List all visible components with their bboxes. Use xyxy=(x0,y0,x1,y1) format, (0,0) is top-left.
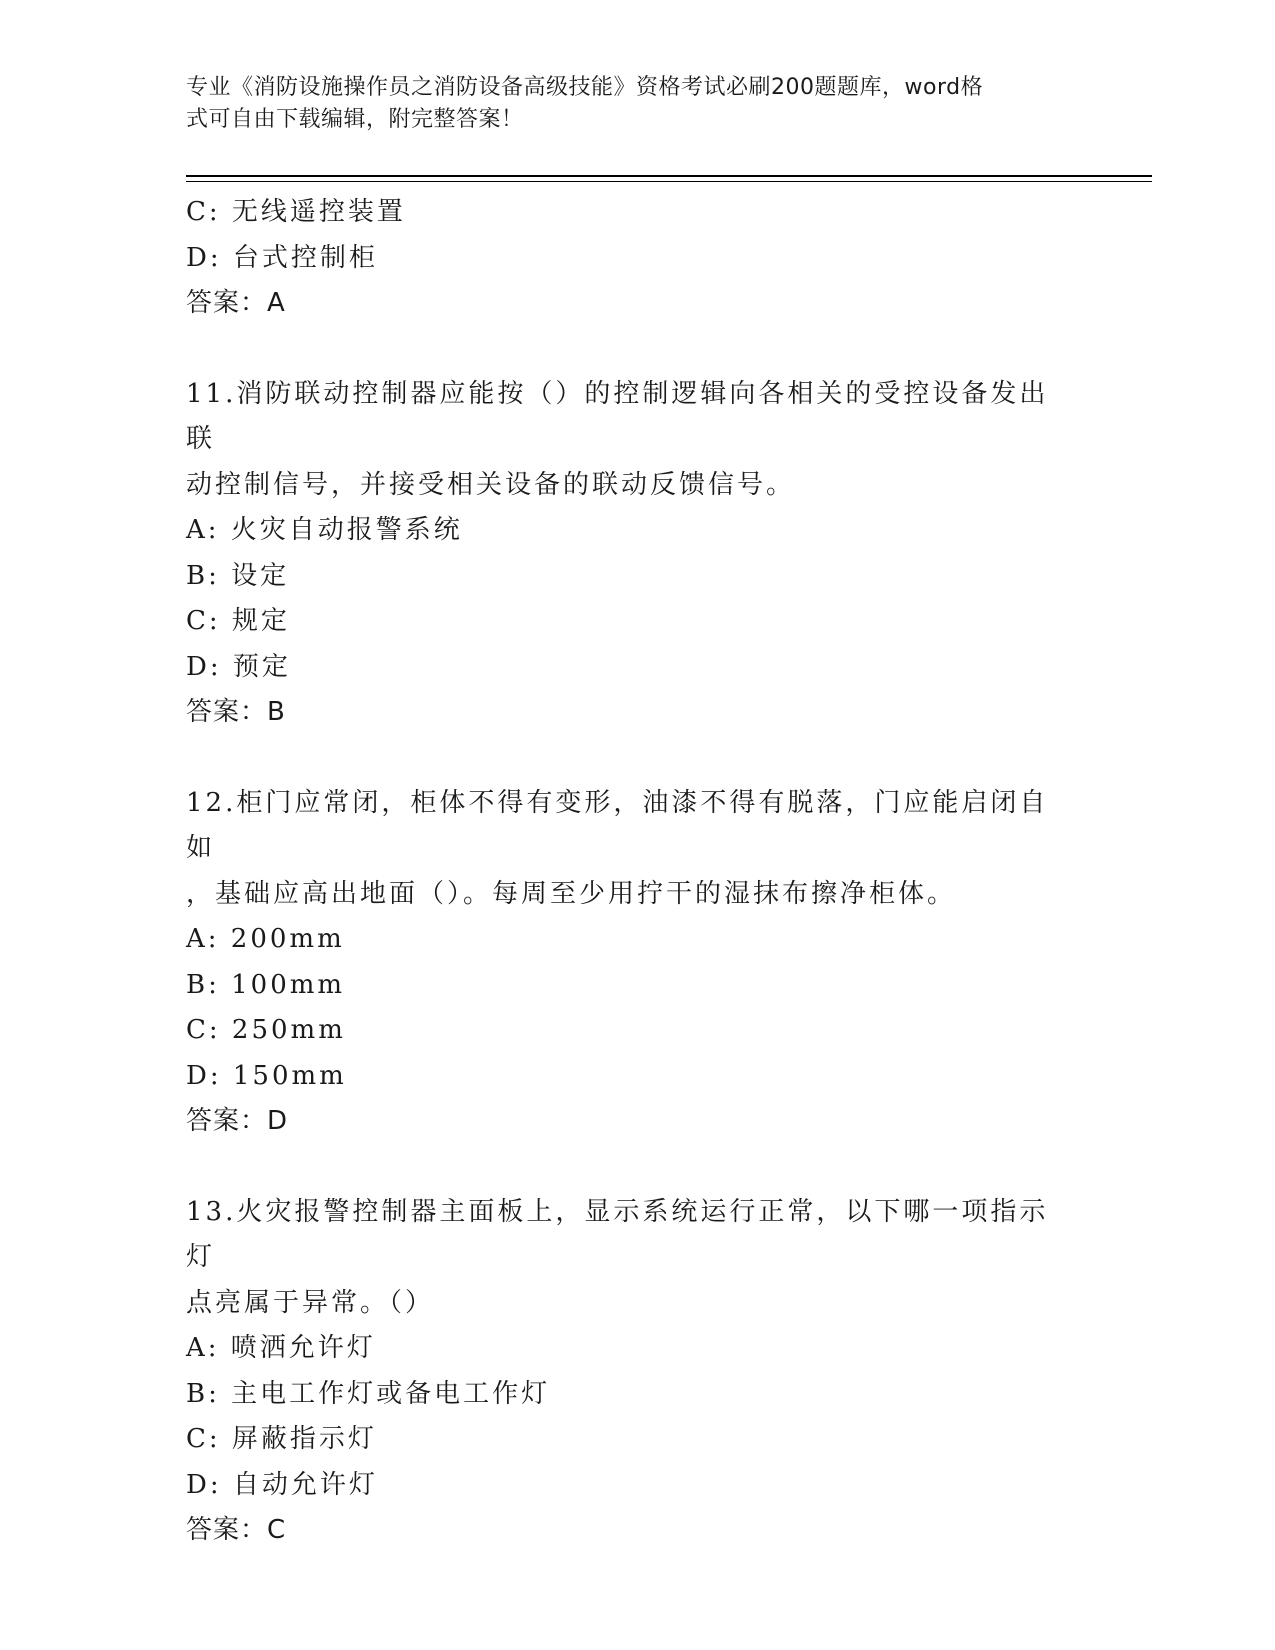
option-b: B: 设定 xyxy=(186,560,290,591)
question-text-line-2: 动控制信号，并接受相关设备的联动反馈信号。 xyxy=(186,469,796,500)
question-12 xyxy=(186,781,1086,1145)
header-title-line-1: 专业《消防设施操作员之消防设备高级技能》资格考试必刷200题题库，word格 xyxy=(186,75,984,100)
option-c: C: 250mm xyxy=(186,1015,346,1045)
header-rule-thin xyxy=(186,181,1152,182)
question-text-line-2: ，基础应高出地面（）。每周至少用拧干的湿抹布擦净柜体。 xyxy=(186,878,957,909)
question-text-line-1: 12.柜门应常闭，柜体不得有变形，油漆不得有脱落，门应能启闭自如 xyxy=(186,787,1049,863)
question-text-line-2: 点亮属于异常。（） xyxy=(186,1287,435,1318)
option-a: A: 火灾自动报警系统 xyxy=(186,515,463,545)
question-11 xyxy=(186,372,1086,736)
option-c: C: 屏蔽指示灯 xyxy=(186,1424,377,1454)
answer-label: 答案：D xyxy=(186,1106,289,1136)
answer-label: 答案：A xyxy=(186,288,286,318)
option-b: B: 主电工作灯或备电工作灯 xyxy=(186,1378,551,1409)
option-a: A: 喷洒允许灯 xyxy=(186,1333,376,1363)
option-d: D: 自动允许灯 xyxy=(186,1469,378,1500)
document-header xyxy=(186,72,1066,136)
option-d: D: 预定 xyxy=(186,651,291,682)
question-13 xyxy=(186,1190,1086,1554)
answer-label: 答案：B xyxy=(186,697,286,727)
question-list xyxy=(186,190,1086,1554)
option-a: A: 200mm xyxy=(186,924,345,954)
header-rule-thick xyxy=(186,175,1152,177)
option-c: C: 无线遥控装置 xyxy=(186,197,406,227)
question-text-line-1: 11.消防联动控制器应能按（）的控制逻辑向各相关的受控设备发出联 xyxy=(186,378,1049,454)
question-10-tail xyxy=(186,190,1086,327)
question-text-line-1: 13.火灾报警控制器主面板上，显示系统运行正常，以下哪一项指示灯 xyxy=(186,1196,1049,1272)
option-b: B: 100mm xyxy=(186,969,346,1000)
option-c: C: 规定 xyxy=(186,606,290,636)
answer-label: 答案：C xyxy=(186,1515,287,1545)
header-title-line-2: 式可自由下载编辑，附完整答案！ xyxy=(186,107,524,132)
option-d: D: 150mm xyxy=(186,1060,347,1091)
option-d: D: 台式控制柜 xyxy=(186,242,378,273)
